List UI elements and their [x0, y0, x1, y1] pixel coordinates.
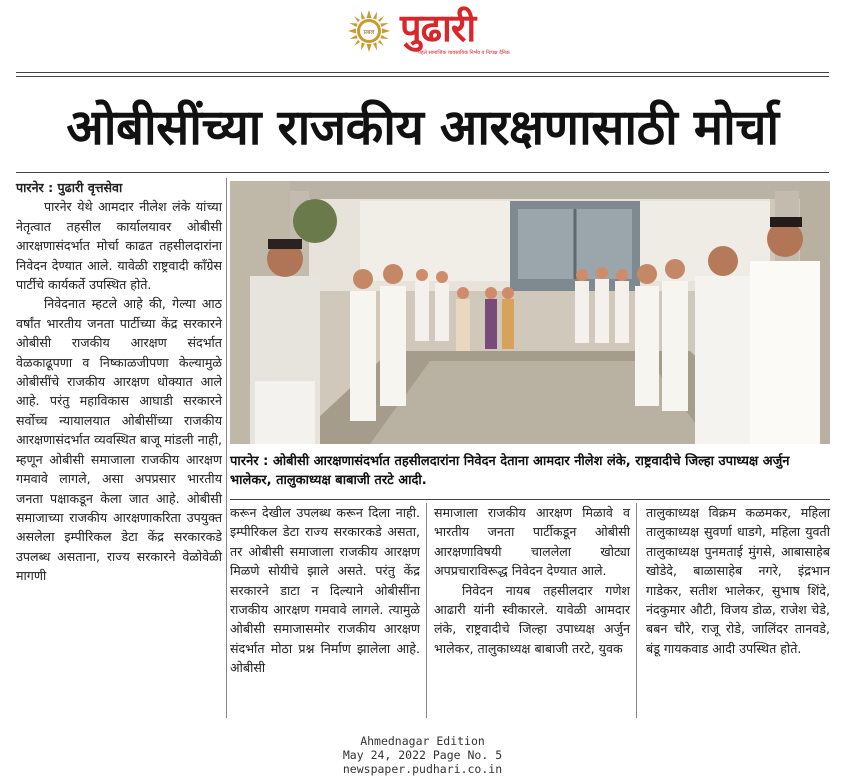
news-photo	[230, 181, 830, 444]
paragraph: निवेदन नायब तहसीलदार गणेश आढारी यांनी स्वीकारले. यावेळी आमदार लंके, राष्ट्रवादीचे जिल्हा उपाध्यक्ष अर्जुन भालेकर, तालुकाध्यक्ष बाबाजी तरटे, युवक	[434, 582, 630, 656]
article-column-3	[434, 503, 630, 658]
caption-rule	[230, 499, 830, 500]
paragraph: करून देखील उपलब्ध करून दिला नाही. इम्पीरिकल डेटा राज्य सरकारकडे असता, तर ओबीसी समाजाला राजकीय आरक्षण मिळणे सोयीचे झाले असते. परंतु केंद्र सरकारने डाटा न दिल्याने ओबीसींना राजकीय आरक्षण गमवावे लागले. त्यामुळे ओबीसी समाजासमोर राजकीय आरक्षण संदर्भात मोठा प्रश्न निर्माण झालेला आहे. ओबीसी	[230, 505, 420, 676]
headline: ओबीसींच्या राजकीय आरक्षणासाठी मोर्चा	[66, 99, 779, 156]
masthead	[0, 0, 845, 70]
article-column-4	[646, 503, 830, 658]
top-rule	[16, 72, 829, 73]
article-column-2	[230, 503, 420, 678]
newspaper-logo: पुढारी	[400, 6, 476, 50]
column-divider	[226, 178, 227, 718]
logo-tagline: पहले सामाजिक व्यवसायिक निर्भय व निःपक्ष दैनिक	[418, 50, 510, 56]
edition-site: newspaper.pudhari.co.in	[342, 762, 503, 776]
paragraph: निवेदनात म्हटले आहे की, गेल्या आठ वर्षांत भारतीय जनता पार्टीच्या केंद्र सरकारने ओबीसी राजकीय आरक्षण संदर्भात वेळकाढूपणा व निष्काळजीपणा केल्यामुळे ओबीसींचे राजकीय आरक्षण धोक्यात आले आहे. परंतु महाविकास आघाडी सरकारने सर्वोच्च न्यायालयात ओबीसींच्या राजकीय आरक्षणासंदर्भात व्यवस्थित बाजू मांडली नाही, म्हणून ओबीसी समाजाला राजकीय आरक्षण गमवावे लागले, असा अपप्रसार भारतीय जनता पक्षाकडून केला जात आहे. ओबीसी समाजाच्या राजकीय आरक्षणाकरिता उपयुक्त असलेला इम्पीरिकल डेटा केंद्र सरकारकडे उपलब्ध असताना, राज्य सरकारने वेळोवेळी मागणी	[16, 296, 222, 584]
top-rule-2	[16, 76, 829, 77]
column-divider	[426, 503, 427, 718]
column-divider	[636, 503, 637, 718]
emblem-text: प्रबल	[363, 29, 375, 36]
paragraph: पारनेर येथे आमदार नीलेश लंके यांच्या नेतृत्वात तहसील कार्यालयावर ओबीसी आरक्षणासंदर्भात मोर्चा काढत तहसीलदारांना निवेदन देण्यात आले. यावेळी राष्ट्रवादी काँग्रेस पार्टीचे कार्यकर्ते उपस्थित होते.	[16, 199, 222, 293]
edition-name: Ahmednagar Edition	[360, 734, 485, 748]
edition-date-page: May 24, 2022 Page No. 5	[342, 748, 503, 762]
article-column-1	[16, 178, 222, 586]
paragraph: तालुकाध्यक्ष विक्रम कळमकर, महिला तालुकाध्यक्ष सुवर्णा धाडगे, महिला युवती तालुकाध्यक्ष पुनमताई मुंगसे, आबासाहेब खोडेदे, बाळासाहेब नगरे, इंद्रभान गाडेकर, सतीश भालेकर, सुभाष शिंदे, नंदकुमार औटी, विजय डोळ, राजेश चेडे, बबन चौरे, राजू रोडे, जालिंदर तानवडे, बंडू गायकवाड आदी उपस्थित होते.	[646, 505, 830, 656]
edition-footer	[0, 734, 845, 776]
dateline: पारनेर : पुढारी वृत्तसेवा	[16, 180, 123, 195]
headline-rule	[16, 172, 829, 173]
sun-emblem-icon	[348, 10, 390, 52]
paragraph: समाजाला राजकीय आरक्षण मिळावे व भारतीय जनता पार्टीकडून ओबीसी आरक्षणाविषयी चाललेला खोट्या अपप्रचाराविरूद्ध निवेदन देण्यात आले.	[434, 505, 630, 579]
photo-caption: पारनेर : ओबीसी आरक्षणासंदर्भात तहसीलदारांना निवेदन देताना आमदार नीलेश लंके, राष्ट्रवादीचे जिल्हा उपाध्यक्ष अर्जुन भालेकर, तालुकाध्यक्ष बाबाजी तरटे आदी.	[230, 454, 790, 488]
crowd-photo-illustration	[230, 181, 830, 444]
